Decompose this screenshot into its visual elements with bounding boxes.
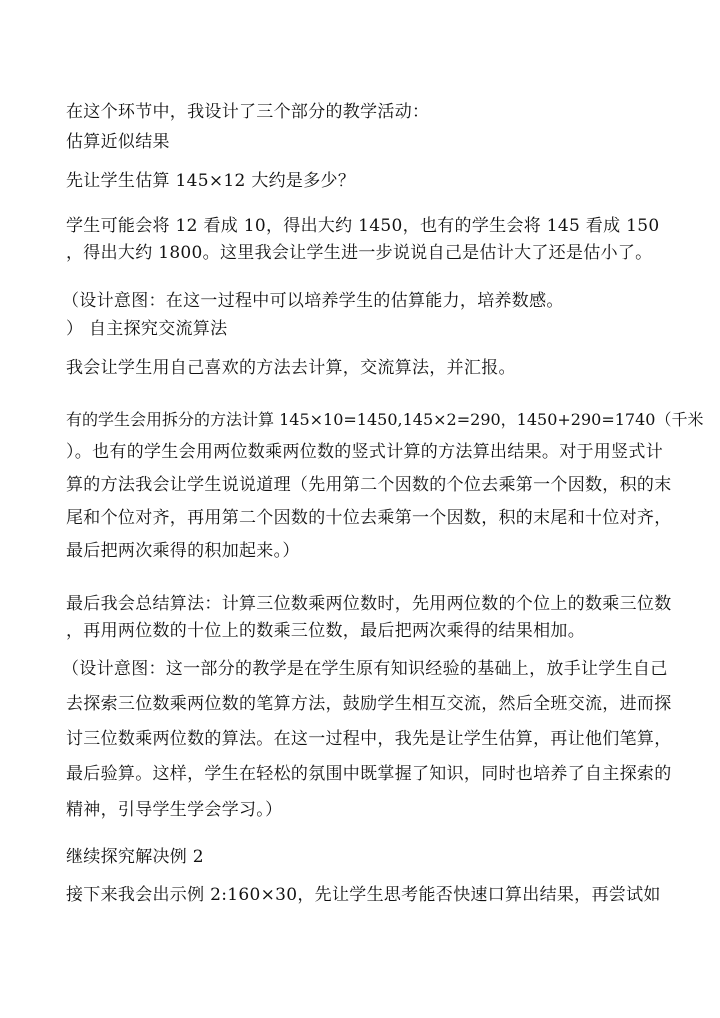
text-line: 讨三位数乘两位数的算法。在这一过程中，我先是让学生估算，再让他们笔算， xyxy=(66,729,672,749)
design-intent-line: （设计意图：在这一过程中可以培养学生的估算能力，培养数感。 xyxy=(62,291,564,311)
text-line: 最后把两次乘得的积加起来。） xyxy=(66,541,300,561)
text-line: 精神，引导学生学会学习。） xyxy=(66,800,283,820)
text-line: 最后验算。这样，学生在轻松的氛围中既掌握了知识，同时也培养了自主探索的 xyxy=(66,764,672,784)
section-heading-explore: ） 自主探究交流算法 xyxy=(66,319,228,339)
text-line: 尾和个位对齐，再用第二个因数的十位去乘第一个因数，积的末尾和十位对齐， xyxy=(66,508,672,528)
intro-line: 在这个环节中，我设计了三个部分的教学活动： xyxy=(66,102,430,122)
design-intent-line: （设计意图：这一部分的教学是在学生原有知识经验的基础上，放手让学生自己 xyxy=(62,659,668,679)
text-line: ，再用两位数的十位上的数乘三位数，最后把两次乘得的结果相加。 xyxy=(66,621,585,641)
text-line: 算的方法我会让学生说说道理（先用第二个因数的个位去乘第一个因数，积的末 xyxy=(66,475,672,495)
text-line: 学生可能会将 12 看成 10，得出大约 1450，也有的学生会将 145 看成 150 xyxy=(66,216,660,236)
text-line: 先让学生估算 145×12 大约是多少？ xyxy=(66,171,356,191)
text-line: 我会让学生用自己喜欢的方法去计算，交流算法，并汇报。 xyxy=(66,358,516,378)
text-line: 去探索三位数乘两位数的笔算方法，鼓励学生相互交流，然后全班交流，进而探 xyxy=(66,694,672,714)
text-line: ，得出大约 1800。这里我会让学生进一步说说自己是估计大了还是估小了。 xyxy=(66,243,653,263)
text-line: 接下来我会出示例 2:160×30，先让学生思考能否快速口算出结果，再尝试如 xyxy=(66,885,661,905)
text-line: 有的学生会用拆分的方法计算 145×10=1450,145×2=290，1450+290=1740（千米 xyxy=(66,410,704,429)
section-heading-estimate: 估算近似结果 xyxy=(66,132,170,152)
section-heading-example2: 继续探究解决例 2 xyxy=(66,847,204,867)
text-line: ）。也有的学生会用两位数乘两位数的竖式计算的方法算出结果。对于用竖式计 xyxy=(66,442,663,462)
text-line: 最后我会总结算法：计算三位数乘两位数时，先用两位数的个位上的数乘三位数 xyxy=(66,594,672,614)
